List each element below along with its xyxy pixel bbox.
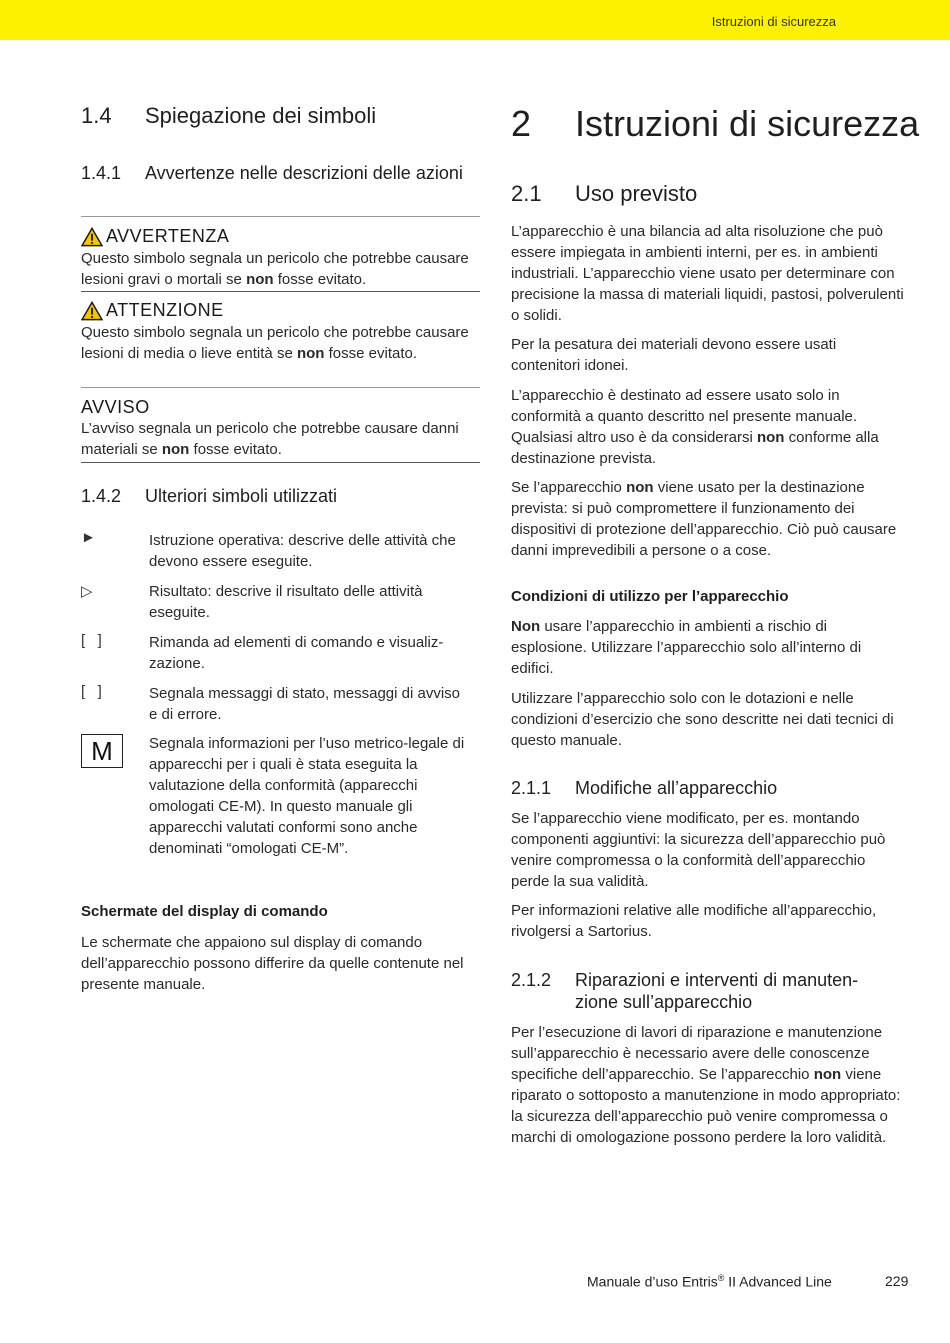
- symbol-description: Istruzione operativa: descrive delle attività che devono essere eseguite.: [149, 532, 456, 570]
- conditions-subheading: Condizioni di utilizzo per l’apparecchio: [511, 588, 789, 605]
- caution-text: Questo simbolo segnala un pericolo che potrebbe causare lesioni di media o lieve entità se non fosse evitato.: [81, 324, 469, 362]
- display-subheading: Schermate del display di comando: [81, 903, 328, 920]
- divider: [81, 216, 480, 217]
- action-arrow-icon: ►: [81, 529, 96, 546]
- warning-triangle-icon: [81, 301, 103, 321]
- notice-signal: AVVISO: [81, 397, 150, 417]
- paragraph: Per la pesatura dei materiali devono essere usati contenitori idonei.: [511, 336, 837, 374]
- warning-triangle-icon: [81, 227, 103, 247]
- bracket-icon: [ ]: [81, 632, 102, 649]
- paragraph: Non usare l’apparecchio in ambienti a rischio di esplosione. Utilizzare l’apparecchio solo all’interno di edifici.: [511, 618, 862, 677]
- divider: [81, 462, 480, 463]
- bracket-icon: [ ]: [81, 683, 102, 700]
- paragraph: L’apparecchio è destinato ad essere usato solo in conformità a quanto descritto nel presente manuale. Qualsiasi altro uso è da considerarsi non conforme alla destinazione prevista.: [511, 387, 879, 467]
- warning-text: Questo simbolo segnala un pericolo che potrebbe causare lesioni gravi o mortali se non fosse evitato.: [81, 250, 469, 288]
- paragraph: Se l’apparecchio non viene usato per la destinazione prevista: si può compromettere il funzionamento dei dispositivi di protezione dell’apparecchio. Ciò può causare danni imprevedibili a persone o a cose.: [511, 479, 897, 559]
- running-title: Istruzioni di sicurezza: [711, 14, 836, 29]
- paragraph: Per l’esecuzione di lavori di riparazione e manutenzione sull’apparecchio è necessario avere delle conoscenze specifiche dell’apparecchio. Se l’apparecchio non viene riparato o sottoposto a manutenzione in modo appropriato: la sicurezza dell’apparecchio può venire compromessa o marchi di omologazione possono perdere la loro validità.: [511, 1024, 901, 1146]
- symbol-description: Risultato: descrive il risultato delle attività eseguite.: [149, 583, 423, 621]
- paragraph: Se l’apparecchio viene modificato, per es. montando componenti aggiuntivi: la sicurezza dell’apparecchio può venire compromessa o la conformità dell’apparecchio perde la sua validità.: [511, 810, 886, 890]
- header-band: [0, 0, 950, 40]
- paragraph: Utilizzare l’apparecchio solo con le dotazioni e nelle condizioni d’esercizio che sono descritte nei dati tecnici di questo manuale.: [511, 690, 894, 749]
- divider: [81, 387, 480, 388]
- warning-signal: AVVERTENZA: [81, 226, 229, 247]
- page-number: 229: [885, 1273, 909, 1289]
- paragraph: Per informazioni relative alle modifiche all’apparecchio, rivolgersi a Sartorius.: [511, 902, 877, 940]
- manual-title: Manuale d’uso Entris® II Advanced Line: [587, 1273, 832, 1290]
- symbol-description: Segnala informazioni per l’uso metrico-legale di apparecchi per i quali è stata eseguita la valutazione della conformità (apparecchi omologati CE-M). In questo manuale gli apparecchi valutati conformi sono anche denominati “omologati CE-M”.: [149, 735, 465, 857]
- display-text: Le schermate che appaiono sul display di comando dell’apparecchio possono differire da quelle contenute nel presente manuale.: [81, 934, 464, 993]
- result-arrow-icon: ▷: [81, 583, 93, 600]
- symbol-description: Rimanda ad elementi di comando e visualiz-zazione.: [149, 634, 444, 672]
- paragraph: L’apparecchio è una bilancia ad alta risoluzione che può essere impiegata in ambienti interni, per es. in ambienti industriali. L’apparecchio viene usato per determinare con precisione la massa di materiali liquidi, pastosi, polverulenti o solidi.: [511, 223, 904, 324]
- divider: [81, 291, 480, 292]
- caution-signal: ATTENZIONE: [81, 300, 224, 321]
- notice-text: L’avviso segnala un pericolo che potrebbe causare danni materiali se non fosse evitato.: [81, 420, 459, 458]
- metrology-m-icon: M: [81, 734, 123, 768]
- symbol-description: Segnala messaggi di stato, messaggi di avviso e di errore.: [149, 685, 461, 723]
